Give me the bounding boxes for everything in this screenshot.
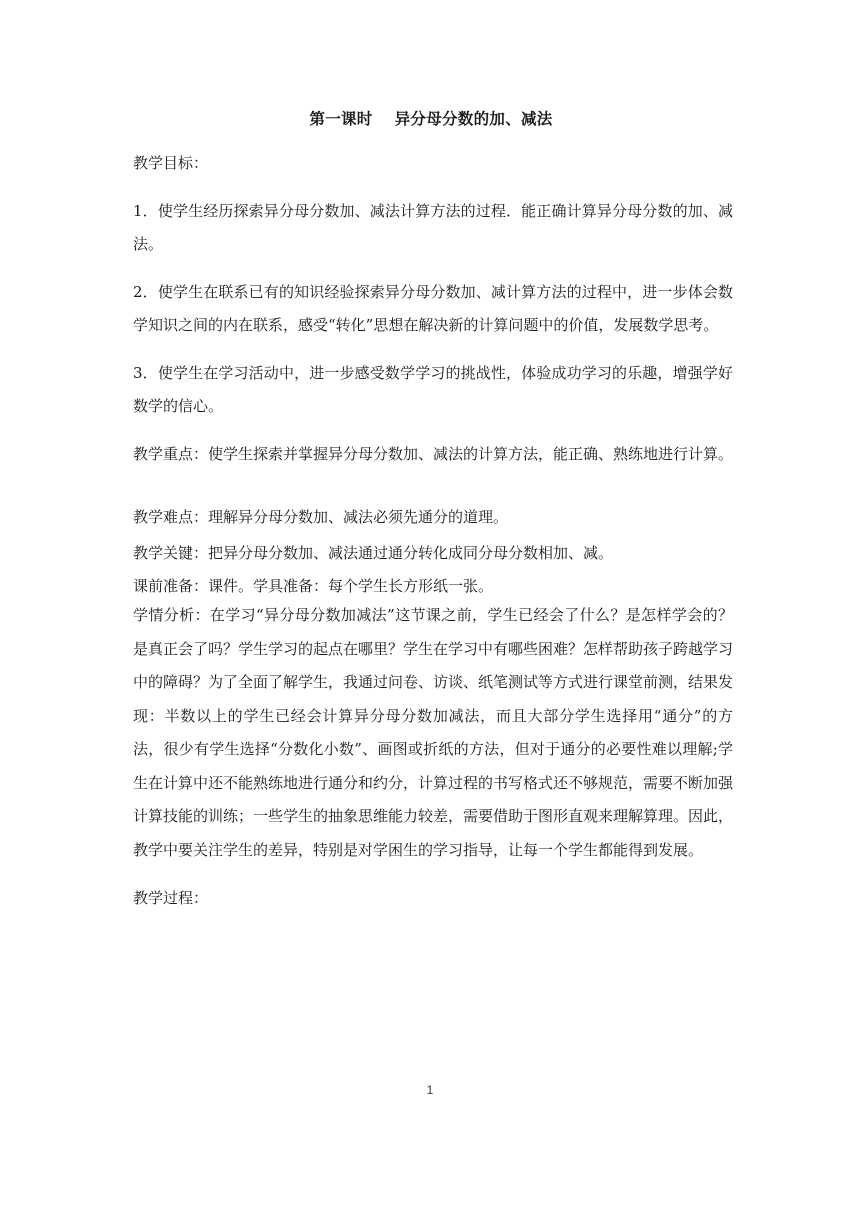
- key-link: 教学关键：把异分母分数加、减法通过通分转化成同分母分数相加、减。: [133, 544, 614, 562]
- objective-2: 2．使学生在联系已有的知识经验探索异分母分数加、减计算方法的过程中，进一步体会数学知识之间的内在联系，感受“转化”思想在解决新的计算问题中的价值，发展数学思考。: [133, 283, 733, 334]
- objective-3: 3．使学生在学习活动中，进一步感受数学学习的挑战性，体验成功学习的乐趣，增强学好数学的信心。: [133, 364, 733, 415]
- preparation: 课前准备：课件。学具准备：每个学生长方形纸一张。: [133, 577, 494, 595]
- objective-1: 1．使学生经历探索异分母分数加、减法计算方法的过程．能正确计算异分母分数的加、减法。: [133, 202, 733, 253]
- lesson-title-part1: 第一课时: [309, 109, 373, 128]
- learning-analysis: 学情分析：在学习“异分母分数加减法”这节课之前，学生已经会了什么？是怎样学会的？是真正会了吗？学生学习的起点在哪里？学生在学习中有哪些困难？怎样帮助孩子跨越学习中的障碍？为了全面了解学生，我通过问卷、访谈、纸笔测试等方式进行课堂前测，结果发现：半数以上的学生已经会计算异分母分数加减法，而且大部分学生选择用“通分”的方法，很少有学生选择“分数化小数”、画图或折纸的方法，但对于通分的必要性难以理解;学生在计算中还不能熟练地进行通分和约分，计算过程的书写格式还不够规范，需要不断加强计算技能的训练；一些学生的抽象思维能力较差，需要借助于图形直观来理解算理。因此，教学中要关注学生的差异，特别是对学困生的学习指导，让每一个学生都能得到发展。: [133, 606, 734, 859]
- difficult-point: 教学难点：理解异分母分数加、减法必须先通分的道理。: [133, 508, 509, 526]
- document-body: [133, 102, 733, 915]
- lesson-title: [133, 102, 733, 135]
- key-point: 教学重点：使学生探索并掌握异分母分数加、减法的计算方法，能正确、熟练地进行计算。: [133, 445, 734, 463]
- process-heading: 教学过程：: [133, 889, 209, 907]
- page-number: 1: [426, 1083, 434, 1097]
- objectives-heading: 教学目标：: [133, 154, 209, 172]
- lesson-title-part2: 异分母分数的加、减法: [394, 109, 553, 128]
